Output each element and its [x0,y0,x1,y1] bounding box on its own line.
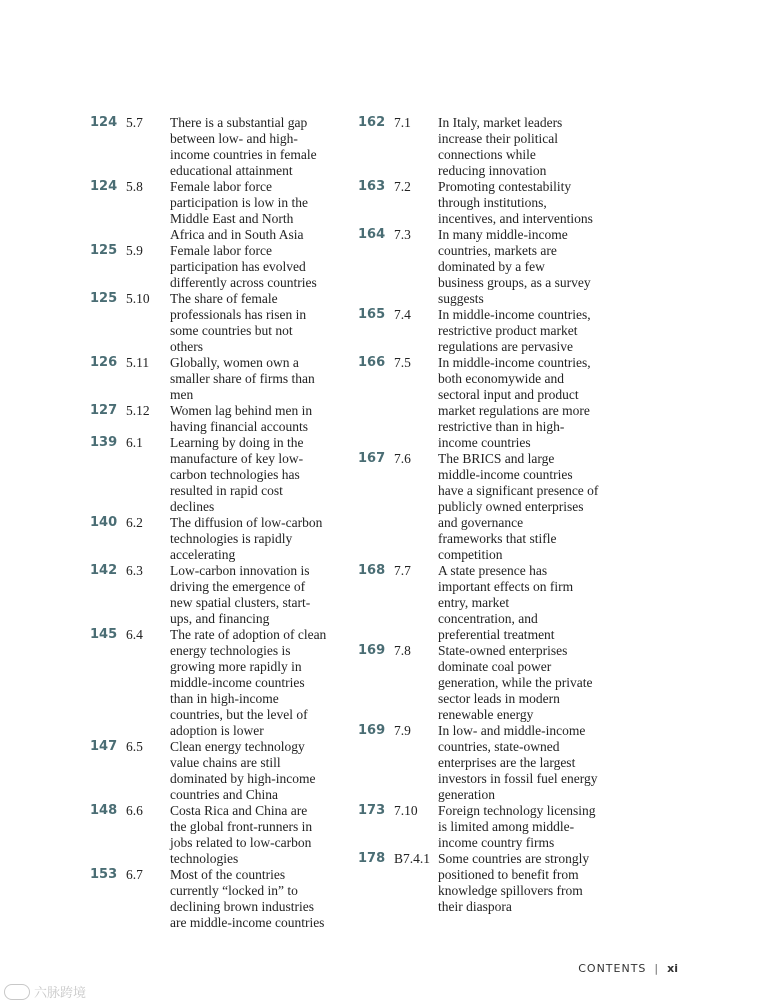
caption-line: men [170,387,194,402]
entry-figure-number: 6.3 [126,563,143,578]
entry-caption [170,803,312,867]
caption-line: publicly owned enterprises [438,499,584,514]
caption-line: value chains are still [170,755,281,770]
caption-line: A state presence has [438,563,548,578]
entry-page-number: 153 [90,867,118,882]
caption-line: The share of female [170,291,278,306]
caption-line: growing more rapidly in [170,659,302,674]
caption-line: declining brown industries [170,899,314,914]
list-of-figures-entry[interactable] [90,355,350,403]
caption-line: countries, markets are [438,243,557,258]
caption-line: generation [438,787,495,802]
caption-line: their diaspora [438,899,512,914]
entry-caption [170,739,315,803]
footer-page-number: xi [667,962,678,975]
caption-line: middle-income countries [170,675,305,690]
entry-figure-number: 6.1 [126,435,143,450]
list-of-figures-entry[interactable] [358,307,618,355]
caption-line: currently “locked in” to [170,883,298,898]
entry-page-number: 139 [90,435,118,450]
watermark-text: 六脉跨境 [34,986,87,1001]
list-of-figures-entry[interactable] [358,643,618,723]
entry-page-number: 168 [358,563,386,578]
list-of-figures-entry[interactable] [358,563,618,643]
list-of-figures-entry[interactable] [358,851,618,915]
caption-line: reducing innovation [438,163,547,178]
caption-line: income countries in female [170,147,317,162]
entry-caption [170,243,317,291]
list-of-figures-entry[interactable] [358,803,618,851]
entry-figure-number: 5.8 [126,179,143,194]
entry-figure-number: 5.12 [126,403,150,418]
entry-caption [438,227,591,307]
entry-caption [170,867,324,931]
entry-caption [170,115,317,179]
list-of-figures-entry[interactable] [90,627,350,739]
caption-line: In middle-income countries, [438,355,591,370]
entry-page-number: 178 [358,851,386,866]
caption-line: others [170,339,203,354]
list-of-figures-entry[interactable] [90,563,350,627]
caption-line: participation is low in the [170,195,308,210]
caption-line: technologies [170,851,239,866]
right-column [358,115,618,915]
caption-line: Foreign technology licensing [438,803,596,818]
entry-figure-number: 7.3 [394,227,411,242]
caption-line: participation has evolved [170,259,306,274]
entry-figure-number: 7.4 [394,307,411,322]
caption-line: Costa Rica and China are [170,803,308,818]
caption-line: Globally, women own a [170,355,299,370]
caption-line: restrictive product market [438,323,578,338]
entry-caption [170,403,312,435]
caption-line: is limited among middle- [438,819,575,834]
entry-page-number: 163 [358,179,386,194]
entry-caption [438,723,597,803]
list-of-figures-entry[interactable] [90,179,350,243]
caption-line: The BRICS and large [438,451,555,466]
caption-line: frameworks that stifle [438,531,557,546]
caption-line: income countries [438,435,531,450]
entry-page-number: 124 [90,179,118,194]
caption-line: between low- and high- [170,131,298,146]
caption-line: countries and China [170,787,278,802]
caption-line: Promoting contestability [438,179,572,194]
entry-page-number: 125 [90,243,118,258]
caption-line: The diffusion of low-carbon [170,515,323,530]
caption-line: Female labor force [170,179,272,194]
caption-line: through institutions, [438,195,547,210]
caption-line: connections while [438,147,536,162]
list-of-figures-entry[interactable] [358,115,618,179]
list-of-figures-entry[interactable] [358,355,618,451]
caption-line: competition [438,547,503,562]
caption-line: differently across countries [170,275,317,290]
caption-line: knowledge spillovers from [438,883,583,898]
caption-line: generation, while the private [438,675,593,690]
caption-line: new spatial clusters, start- [170,595,311,610]
list-of-figures-entry[interactable] [358,451,618,563]
entry-page-number: 166 [358,355,386,370]
entry-page-number: 145 [90,627,118,642]
caption-line: Most of the countries [170,867,286,882]
list-of-figures-entry[interactable] [90,435,350,515]
caption-line: resulted in rapid cost [170,483,283,498]
caption-line: both economywide and [438,371,564,386]
caption-line: Some countries are strongly [438,851,590,866]
entry-page-number: 126 [90,355,118,370]
caption-line: than in high-income [170,691,279,706]
entry-figure-number: 7.10 [394,803,418,818]
caption-line: preferential treatment [438,627,555,642]
entry-caption [438,563,573,643]
list-of-figures-entry[interactable] [90,867,350,931]
caption-line: jobs related to low-carbon [170,835,312,850]
caption-line: important effects on firm [438,579,574,594]
caption-line: the global front-runners in [170,819,313,834]
watermark-logo-icon [4,984,30,1000]
entry-page-number: 142 [90,563,118,578]
entry-figure-number: 5.11 [126,355,150,370]
caption-line: Women lag behind men in [170,403,313,418]
entry-page-number: 162 [358,115,386,130]
caption-line: sectoral input and product [438,387,579,402]
entry-caption [438,115,562,179]
caption-line: entry, market [438,595,510,610]
caption-line: The rate of adoption of clean [170,627,327,642]
entry-figure-number: 6.4 [126,627,143,642]
entry-figure-number: 7.8 [394,643,411,658]
caption-line: accelerating [170,547,236,562]
caption-line: dominate coal power [438,659,552,674]
caption-line: restrictive than in high- [438,419,565,434]
caption-line: manufacture of key low- [170,451,304,466]
caption-line: enterprises are the largest [438,755,576,770]
entry-caption [170,435,303,515]
entry-page-number: 173 [358,803,386,818]
list-of-figures-entry[interactable] [358,179,618,227]
caption-line: Female labor force [170,243,272,258]
entry-caption [438,643,592,723]
caption-line: dominated by high-income [170,771,316,786]
entry-figure-number: 7.6 [394,451,411,466]
caption-line: countries, but the level of [170,707,308,722]
caption-line: Learning by doing in the [170,435,304,450]
entry-figure-number: 6.7 [126,867,143,882]
entry-figure-number: 7.9 [394,723,411,738]
caption-line: In low- and middle-income [438,723,586,738]
entry-caption [438,803,595,851]
caption-line: renewable energy [438,707,534,722]
entry-caption [170,355,315,403]
entry-caption [438,355,591,451]
caption-line: smaller share of firms than [170,371,315,386]
entry-figure-number: 6.5 [126,739,143,754]
caption-line: dominated by a few [438,259,545,274]
entry-caption [170,515,322,563]
caption-line: countries, state-owned [438,739,560,754]
entry-page-number: 127 [90,403,118,418]
entry-figure-number: 6.2 [126,515,143,530]
caption-line: educational attainment [170,163,293,178]
caption-line: income country firms [438,835,555,850]
list-of-figures-entry[interactable] [358,227,618,307]
entry-page-number: 169 [358,643,386,658]
entry-page-number: 124 [90,115,118,130]
caption-line: Low-carbon innovation is [170,563,310,578]
caption-line: increase their political [438,131,558,146]
caption-line: concentration, and [438,611,538,626]
caption-line: professionals has risen in [170,307,307,322]
list-of-figures-entry[interactable] [90,515,350,563]
watermark [4,982,86,1001]
footer-separator: | [654,962,660,975]
entry-page-number: 165 [358,307,386,322]
caption-line: State-owned enterprises [438,643,568,658]
entry-figure-number: 7.5 [394,355,411,370]
entry-figure-number: 7.2 [394,179,411,194]
caption-line: In middle-income countries, [438,307,591,322]
caption-line: regulations are pervasive [438,339,573,354]
entry-figure-number: 5.10 [126,291,150,306]
caption-line: have a significant presence of [438,483,599,498]
list-of-figures-entry[interactable] [90,243,350,291]
caption-line: having financial accounts [170,419,308,434]
entry-page-number: 164 [358,227,386,242]
entry-caption [438,451,598,563]
caption-line: Clean energy technology [170,739,305,754]
caption-line: Africa and in South Asia [170,227,304,242]
caption-line: technologies is rapidly [170,531,293,546]
entry-figure-number: 5.9 [126,243,143,258]
list-of-figures-entry[interactable] [90,115,350,179]
caption-line: investors in fossil fuel energy [438,771,598,786]
entry-figure-number: B7.4.1 [394,851,431,866]
caption-line: In many middle-income [438,227,568,242]
entry-caption [170,179,308,243]
entry-figure-number: 6.6 [126,803,143,818]
entry-caption [170,563,310,627]
caption-line: There is a substantial gap [170,115,308,130]
entry-page-number: 167 [358,451,386,466]
caption-line: middle-income countries [438,467,573,482]
caption-line: In Italy, market leaders [438,115,563,130]
caption-line: are middle-income countries [170,915,325,930]
caption-line: and governance [438,515,524,530]
entry-caption [438,179,593,227]
entry-page-number: 169 [358,723,386,738]
caption-line: Middle East and North [170,211,294,226]
list-of-figures-entry[interactable] [90,291,350,355]
caption-line: market regulations are more [438,403,590,418]
caption-line: sector leads in modern [438,691,560,706]
entry-page-number: 125 [90,291,118,306]
list-of-figures-entry[interactable] [90,803,350,867]
caption-line: adoption is lower [170,723,264,738]
page-footer [578,962,678,975]
list-of-figures-entry[interactable] [90,739,350,803]
caption-line: positioned to benefit from [438,867,579,882]
entry-page-number: 147 [90,739,118,754]
entry-figure-number: 7.7 [394,563,411,578]
entry-caption [170,291,306,355]
entry-caption [170,627,326,739]
caption-line: driving the emergence of [170,579,306,594]
caption-line: business groups, as a survey [438,275,591,290]
caption-line: some countries but not [170,323,293,338]
entry-figure-number: 5.7 [126,115,143,130]
caption-line: declines [170,499,215,514]
entry-page-number: 148 [90,803,118,818]
caption-line: energy technologies is [170,643,291,658]
caption-line: carbon technologies has [170,467,300,482]
left-column [90,115,350,931]
entry-caption [438,851,589,915]
caption-line: incentives, and interventions [438,211,593,226]
footer-section-label: CONTENTS [578,962,647,975]
list-of-figures-entry[interactable] [90,403,350,435]
entry-figure-number: 7.1 [394,115,411,130]
caption-line: suggests [438,291,484,306]
caption-line: ups, and financing [170,611,270,626]
list-of-figures-entry[interactable] [358,723,618,803]
entry-page-number: 140 [90,515,118,530]
entry-caption [438,307,591,355]
